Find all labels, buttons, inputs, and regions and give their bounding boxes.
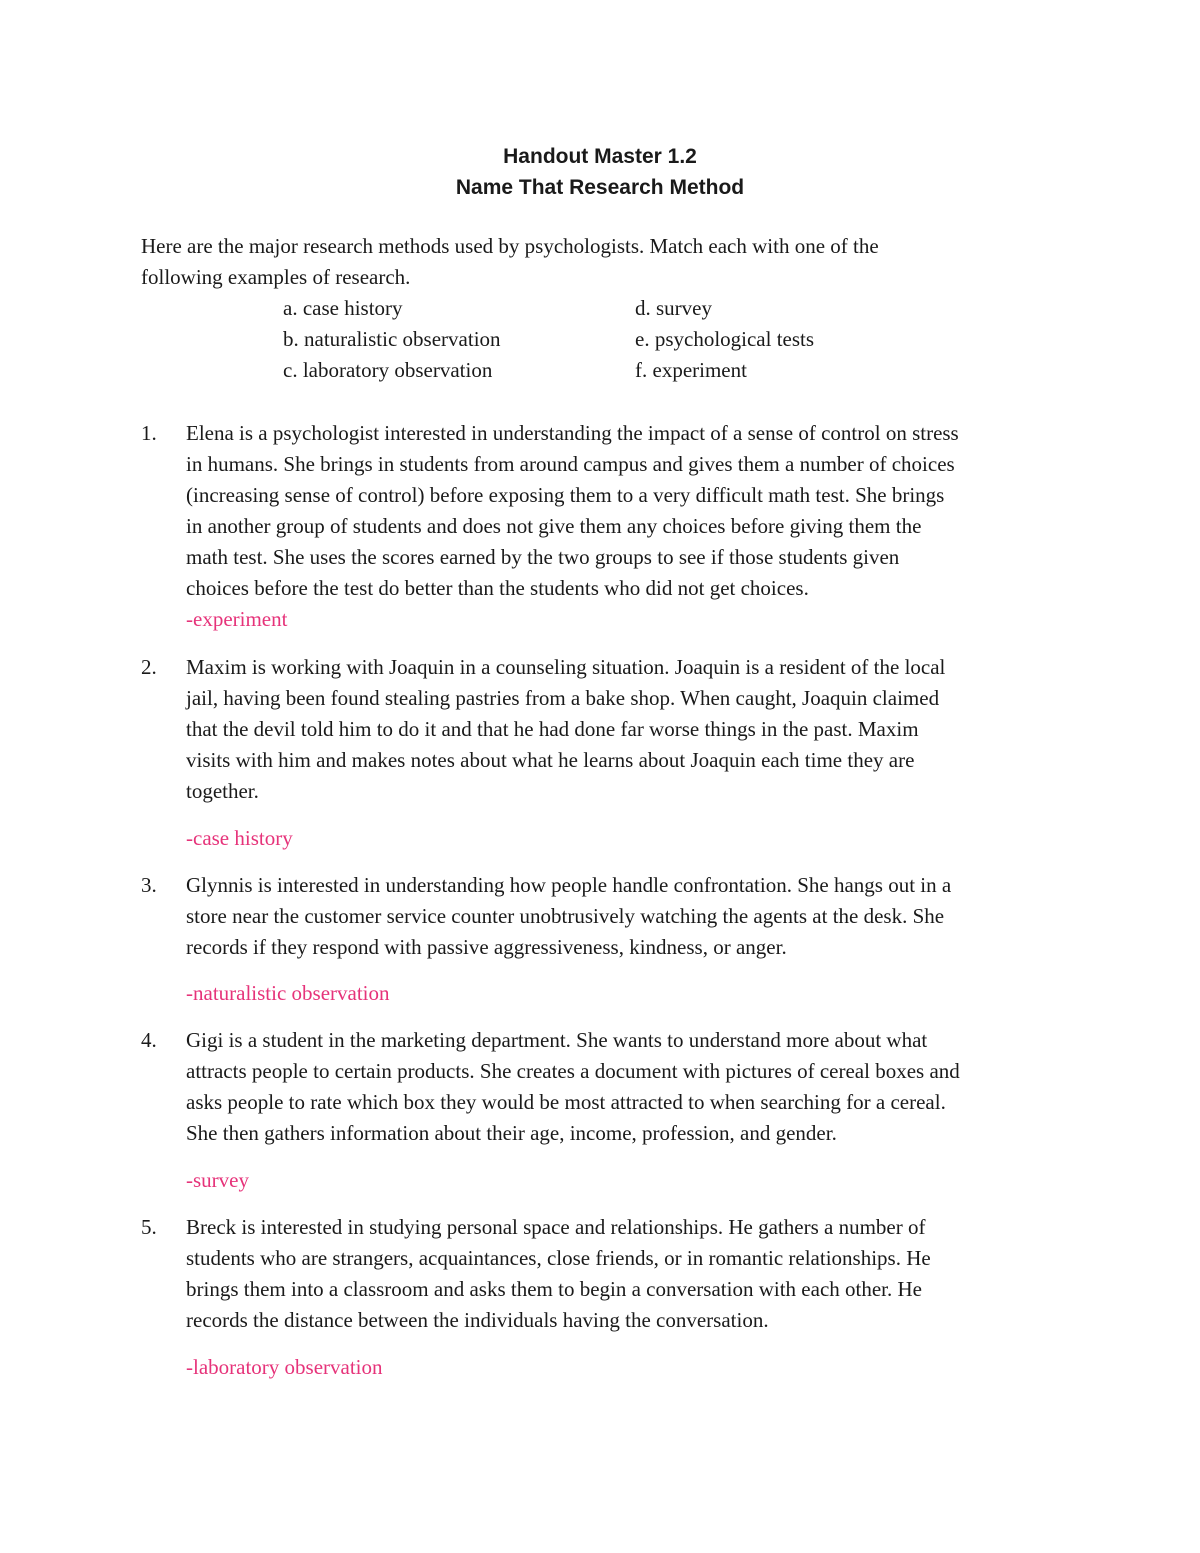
- question-number: 2.: [141, 655, 157, 679]
- question-line: Maxim is working with Joaquin in a counseling situation. Joaquin is a resident of the local: [186, 655, 946, 679]
- question-line: store near the customer service counter unobtrusively watching the agents at the desk. She: [186, 904, 945, 928]
- answer-4: -survey: [186, 1168, 249, 1192]
- question-line: (increasing sense of control) before exposing them to a very difficult math test. She brings: [186, 483, 945, 507]
- question-line: Elena is a psychologist interested in understanding the impact of a sense of control on stress: [186, 421, 959, 445]
- question-text: [186, 1025, 1086, 1149]
- question-number: 1.: [141, 421, 157, 445]
- question-line: in another group of students and does not give them any choices before giving them the: [186, 514, 922, 538]
- answer-5: -laboratory observation: [186, 1355, 383, 1379]
- question-text: [186, 1212, 1086, 1336]
- question-number: 3.: [141, 873, 157, 897]
- question-line: She then gathers information about their age, income, profession, and gender.: [186, 1121, 837, 1145]
- page-title: Handout Master 1.2: [503, 145, 697, 168]
- answer-3: -naturalistic observation: [186, 981, 390, 1005]
- intro-line: Here are the major research methods used by psychologists. Match each with one of the: [141, 234, 879, 258]
- question-number: 4.: [141, 1028, 157, 1052]
- option-c: c. laboratory observation: [283, 358, 493, 382]
- intro-line: following examples of research.: [141, 265, 411, 289]
- question-line: that the devil told him to do it and that he had done far worse things in the past. Maxim: [186, 717, 919, 741]
- question-line: Gigi is a student in the marketing department. She wants to understand more about what: [186, 1028, 928, 1052]
- question-line: in humans. She brings in students from around campus and gives them a number of choices: [186, 452, 955, 476]
- question-line: brings them into a classroom and asks them to begin a conversation with each other. He: [186, 1277, 922, 1301]
- question-line: choices before the test do better than the students who did not get choices.: [186, 576, 809, 600]
- question-line: together.: [186, 779, 259, 803]
- question-text: [186, 870, 1086, 963]
- option-d: d. survey: [635, 296, 712, 320]
- question-line: Glynnis is interested in understanding how people handle confrontation. She hangs out in a: [186, 873, 952, 897]
- question-line: jail, having been found stealing pastries from a bake shop. When caught, Joaquin claimed: [186, 686, 940, 710]
- intro-paragraph: [141, 231, 1041, 293]
- question-line: math test. She uses the scores earned by the two groups to see if those students given: [186, 545, 900, 569]
- answer-2: -case history: [186, 826, 293, 850]
- option-e: e. psychological tests: [635, 327, 815, 351]
- answer-1: -experiment: [186, 607, 288, 631]
- question-line: records the distance between the individuals having the conversation.: [186, 1308, 769, 1332]
- page-subtitle: Name That Research Method: [455, 176, 745, 199]
- method-options-right: [635, 293, 814, 386]
- method-options-left: [283, 293, 501, 386]
- question-line: asks people to rate which box they would be most attracted to when searching for a cereal.: [186, 1090, 946, 1114]
- question-number: 5.: [141, 1215, 157, 1239]
- question-line: attracts people to certain products. She creates a document with pictures of cereal boxes and: [186, 1059, 960, 1083]
- option-a: a. case history: [283, 296, 403, 320]
- question-line: visits with him and makes notes about what he learns about Joaquin each time they are: [186, 748, 915, 772]
- option-b: b. naturalistic observation: [283, 327, 501, 351]
- question-text: [186, 418, 1086, 604]
- question-line: students who are strangers, acquaintances, close friends, or in romantic relationships. He: [186, 1246, 931, 1270]
- question-line: records if they respond with passive aggressiveness, kindness, or anger.: [186, 935, 787, 959]
- question-line: Breck is interested in studying personal space and relationships. He gathers a number of: [186, 1215, 926, 1239]
- option-f: f. experiment: [635, 358, 747, 382]
- question-text: [186, 652, 1086, 807]
